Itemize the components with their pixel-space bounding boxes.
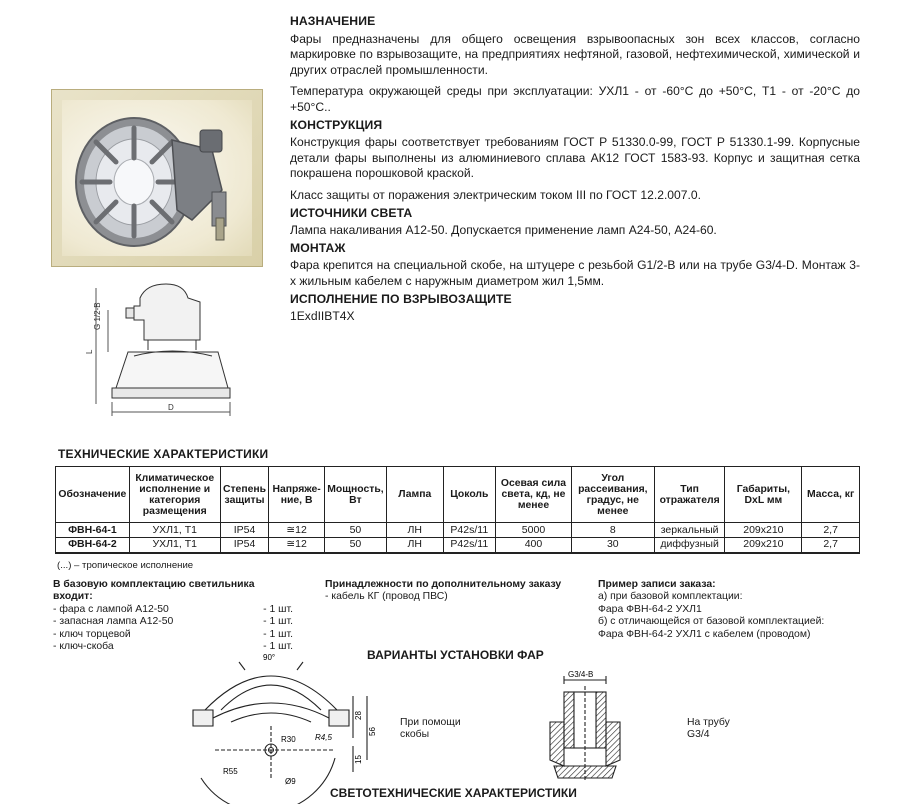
list-item [53,616,293,628]
table-row [56,538,860,553]
tropical-footnote: (...) – тропическое исполнение [57,560,194,571]
bracket-label: При помощи скобы [400,717,461,741]
tech-spec-table [55,466,860,554]
pipe-mount-drawing [540,670,625,785]
col-header: Климатическое исполнение и категория размещения [129,467,220,523]
dim-h28: 28 [354,711,363,720]
dim-r45: R4,5 [315,733,332,742]
table-cell: ≅12 [269,538,325,553]
col-header: Обозначение [56,467,130,523]
section-heading-mounting: МОНТАЖ [290,240,346,255]
col-header: Угол рассеивания, градус, не менее [571,467,654,523]
section-heading-construction: КОНСТРУКЦИЯ [290,117,383,132]
kit-item-qty: - 1 шт. [263,641,293,653]
kit-item-name: - ключ-скоба [53,641,114,653]
product-photo [51,89,263,267]
bracket-drawing [185,648,390,798]
table-cell: 50 [324,538,386,553]
kit-item-name: - фара с лампой А12-50 [53,603,169,615]
table-cell: УХЛ1, Т1 [129,538,220,553]
col-header: Напряже-ние, В [269,467,325,523]
order-example [598,579,878,641]
dim-label-g: G 1/2-B [93,302,102,330]
table-cell: зеркальный [654,523,725,538]
order-example-a-value: Фара ФВН-64-2 УХЛ1 [598,603,702,615]
basic-kit [53,579,293,653]
kit-item-qty: - 1 шт. [263,628,293,640]
table-cell: ФВН-64-1 [56,523,130,538]
section-heading-purpose: НАЗНАЧЕНИЕ [290,14,376,28]
col-header: Лампа [386,467,443,523]
accessory-item: - кабель КГ (провод ПВС) [325,591,448,603]
col-header: Степень защиты [220,467,269,523]
basic-kit-heading: В базовую комплектацию светильника входит: [53,579,255,603]
dim-r55: R55 [223,767,238,776]
kit-item-qty: - 1 шт. [263,616,293,628]
description-column [290,14,860,331]
col-header: Цоколь [443,467,496,523]
accessories-heading: Принадлежности по дополнительному заказу [325,579,562,590]
mounting-variants-title: ВАРИАНТЫ УСТАНОВКИ ФАР [367,648,544,662]
section-heading-light: ИСТОЧНИКИ СВЕТА [290,205,413,220]
order-example-b: б) с отличающейся от базовой комплектацией: [598,616,825,628]
table-cell: 209х210 [725,523,802,538]
table-row [56,523,860,538]
list-item [53,604,293,616]
col-header: Масса, кг [802,467,860,523]
light-source-text: Лампа накаливания А12-50. Допускается применение ламп А24-50, А24-60. [290,223,717,238]
table-cell: диффузный [654,538,725,553]
dim-h15: 15 [354,755,363,764]
table-header-row [56,467,860,523]
kit-item-name: - ключ торцевой [53,628,131,640]
lighting-characteristics-title: СВЕТОТЕХНИЧЕСКИЕ ХАРАКТЕРИСТИКИ [330,786,577,800]
col-header: Мощность, Вт [324,467,386,523]
table-cell: 400 [496,538,572,553]
kit-item-name: - запасная лампа А12-50 [53,616,174,628]
list-item [53,629,293,641]
dim-r30: R30 [281,735,296,744]
table-cell: ЛН [386,538,443,553]
mounting-text: Фара крепится на специальной скобе, на штуцере с резьбой G1/2-В или на трубе G3/4-D. Монтаж 3-х жильным кабелем с наружным диаметром жил 1,5мм. [290,258,860,288]
table-cell: ФВН-64-2 [56,538,130,553]
table-cell: IP54 [220,523,269,538]
table-cell: 8 [571,523,654,538]
lamp-dimension-drawing [85,280,246,420]
table-cell: IP54 [220,538,269,553]
table-cell: Р42s/11 [443,538,496,553]
table-cell: Р42s/11 [443,523,496,538]
order-example-heading: Пример записи заказа: [598,579,716,590]
table-cell: ≅12 [269,523,325,538]
table-cell: 30 [571,538,654,553]
table-cell: 5000 [496,523,572,538]
table-cell: УХЛ1, Т1 [129,523,220,538]
section-heading-explosion: ИСПОЛНЕНИЕ ПО ВЗРЫВОЗАЩИТЕ [290,291,512,306]
dim-angle: 90° [263,653,276,662]
tech-spec-title: ТЕХНИЧЕСКИЕ ХАРАКТЕРИСТИКИ [58,447,269,461]
dim-g34: G3/4-B [568,670,594,679]
col-header: Осевая сила света, кд, не менее [496,467,572,523]
protection-class-text: Класс защиты от поражения электрическим током III по ГОСТ 12.2.007.0. [290,187,701,202]
table-cell: 2,7 [802,523,860,538]
dim-label-l: L [85,349,94,354]
explosion-marking: 1ExdIIBT4X [290,309,355,324]
construction-text: Конструкция фары соответствует требованиям ГОСТ Р 51330.0-99, ГОСТ Р 51330.1-99. Корпусные детали фары выполнены из алюминиевого сплава АК12 ГОСТ 1583-93. Корпус и защитная сетка покрашена порошковой краской. [290,135,860,181]
order-example-b-value: Фара ФВН-64-2 УХЛ1 с кабелем (проводом) [598,628,811,640]
table-cell: 50 [324,523,386,538]
lamp-photo-illustration [62,100,254,258]
dim-label-d: D [168,403,174,412]
table-cell: ЛН [386,523,443,538]
col-header: Габариты, DxL мм [725,467,802,523]
dim-h56: 56 [368,727,377,736]
kit-item-qty: - 1 шт. [263,603,293,615]
pipe-label: На трубу G3/4 [687,717,730,741]
dim-d9: Ø9 [285,777,296,786]
table-cell: 209х210 [725,538,802,553]
order-example-a: а) при базовой комплектации: [598,591,743,603]
accessories [325,579,565,604]
col-header: Тип отражателя [654,467,725,523]
temperature-text: Температура окружающей среды при эксплуатации: УХЛ1 - от -60°С до +50°С, Т1 - от -20°С до +50°С.. [290,84,860,114]
table-cell: 2,7 [802,538,860,553]
purpose-text: Фары предназначены для общего освещения взрывоопасных зон всех классов, согласно маркировке по взрывозащите, на предприятиях нефтяной, газовой, нефтехимической, химической и других отраслей промышленности. [290,31,860,77]
